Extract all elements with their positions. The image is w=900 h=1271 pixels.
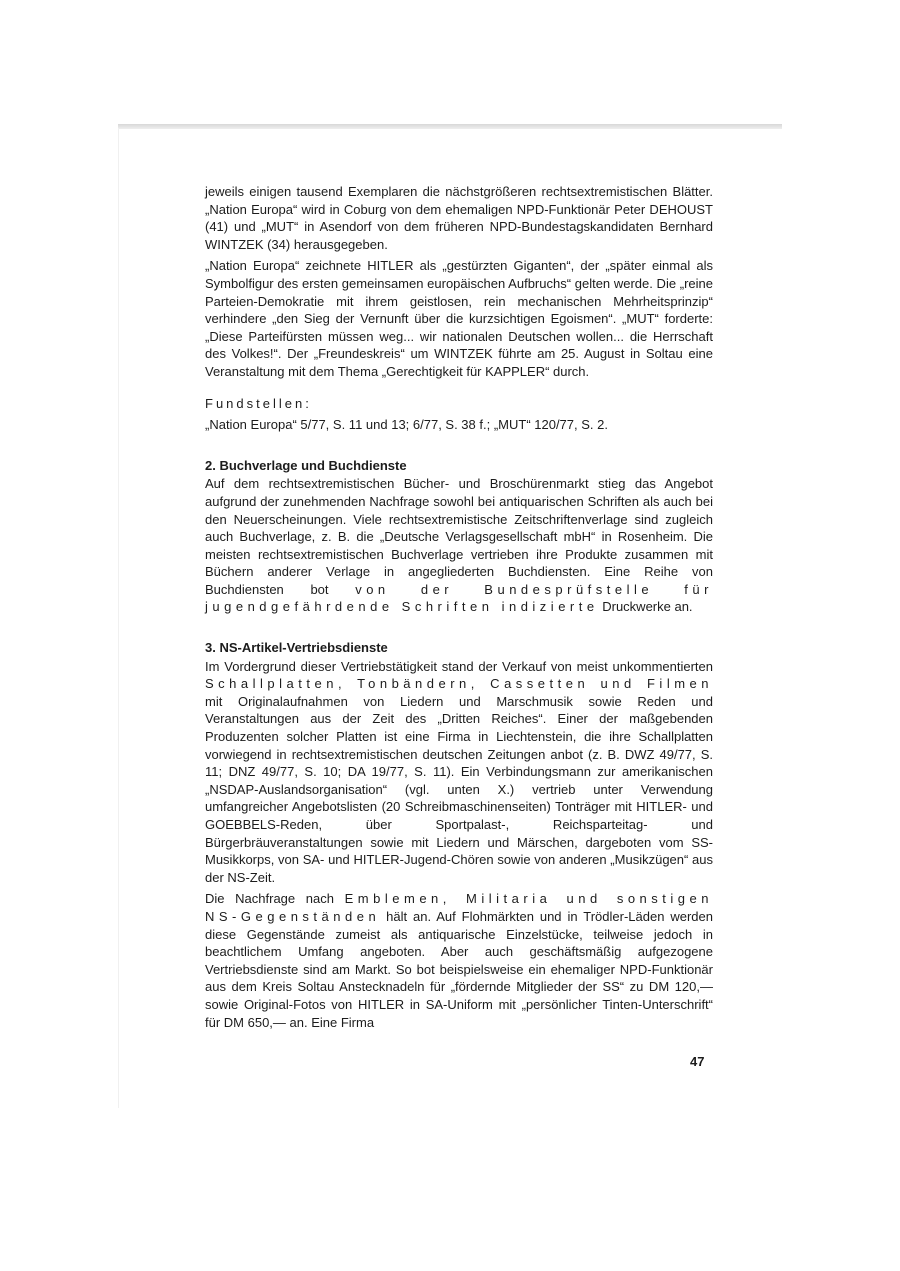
section-3-heading: 3. NS-Artikel-Vertriebsdienste xyxy=(205,640,388,656)
section-3-paragraph-2 xyxy=(205,890,713,1031)
section-3-p1-lead: Im Vordergrund dieser Vertriebstätigkeit stand der Verkauf von meist unkommentierten xyxy=(205,658,713,674)
section-2-spaced-emphasis: von der Bundesprüfstelle für jugendgefährdende Schriften indizierte xyxy=(205,581,713,615)
section-2-body-lead: Auf dem rechtsextremistischen Bücher- und Broschürenmarkt stieg das Angebot aufgrund der zunehmenden Nachfrage sowohl bei antiquarischen Schriften als auch bei den Neuerscheinungen. Viele rechtsextremistische Zeitschriftenverlage sind zugleich auch Buchverlage, z. B. die „Deutsche Verlagsgesellschaft mbH“ in Rosenheim. Die meisten rechtsextremistischen Buchverlage vertrieben ihre Produkte zusammen mit Büchern anderer Verlage in angegliederten Buchdiensten. Eine Reihe von Buchdiensten bot xyxy=(205,476,713,597)
section-2-body-tail: Druckwerke an. xyxy=(602,599,693,615)
document-text-column xyxy=(205,183,713,1031)
sources-text: „Nation Europa“ 5/77, S. 11 und 13; 6/77, S. 38 f.; „MUT“ 120/77, S. 2. xyxy=(205,417,608,433)
scan-page-edge-top xyxy=(118,124,782,129)
intro-paragraph-1: jeweils einigen tausend Exemplaren die nächstgrößeren rechtsextremistischen Blätter. „Nation Europa“ wird in Coburg von dem ehemaligen NPD-Funktionär Peter DEHOUST (41) und „MUT“ in Asendorf von dem früheren NPD-Bundestagskandidaten Bernhard WINTZEK (34) herausgegeben. xyxy=(205,184,713,252)
section-3-p1-tail: mit Originalaufnahmen von Liedern und Marschmusik sowie Reden und Veranstaltungen aus der Zeit des „Dritten Reiches“. Einer der maßgebenden Produzenten solcher Platten ist eine Firma in Liechtenstein, die ihre Schallplatten vorwiegend in rechtsextremistischen deutschen Zeitungen anbot (z. B. DWZ 49/77, S. 11; DNZ 49/77, S. 10; DA 19/77, S. 11). Ein Verbindungsmann zur amerikanischen „NSDAP-Auslandsorganisation“ (vgl. unten X.) vertrieb unter Verwendung umfangreicher Angebotslisten (20 Schreibmaschinenseiten) Tonträger mit HITLER- und GOEBBELS-Reden, über Sportpalast-, Reichsparteitag- und Bürgerbräuveranstaltungen sowie mit Liedern und Märschen, dargeboten vom SS-Musikkorps, von SA- und HITLER-Jugend-Chören sowie von anderen „Musikzügen“ aus der NS-Zeit. xyxy=(205,693,713,885)
section-3-p1-spaced-emphasis: Schallplatten, Tonbändern, Cassetten und Filmen xyxy=(205,676,713,692)
section-3-paragraph-1 xyxy=(205,658,713,887)
section-3-p2-lead: Die Nachfrage nach xyxy=(205,891,334,907)
section-3-p2-tail: hält an. Auf Flohmärkten und in Trödler-Läden werden diese Gegenstände zumeist als antiquarische Einzelstücke, teilweise jedoch in beachtlichem Umfang angeboten. Aber auch geschäftsmäßig aufgezogene Vertriebsdienste sind am Markt. So bot beispielsweise ein ehemaliger NPD-Funktionär aus dem Kreis Soltau Anstecknadeln für „fördernde Mitglieder der SS“ zu DM 120,— sowie Original-Fotos von HITLER in SA-Uniform mit „persönlicher Tinten-Unterschrift“ für DM 650,— an. Eine Firma xyxy=(205,908,713,1030)
section-2-paragraph xyxy=(205,475,713,616)
scan-page-edge-left xyxy=(118,128,119,1108)
section-2-heading: 2. Buchverlage und Buchdienste xyxy=(205,457,407,473)
sources-label: Fundstellen: xyxy=(205,395,312,411)
section-3-p2-spaced-emphasis: Emblemen, Militaria und sonstigen NS-Gegenständen xyxy=(205,891,713,924)
page-number: 47 xyxy=(690,1054,705,1069)
intro-paragraph-2: „Nation Europa“ zeichnete HITLER als „gestürzten Giganten“, der „später einmal als Symbolfigur des ersten gemeinsamen europäischen Aufbruchs“ gelten werde. Die „reine Parteien-Demokratie mit ihrem geistlosen, rein mechanischen Mehrheitsprinzip“ verhindere „den Sieg der Vernunft über die kurzsichtigen Egoismen“. „MUT“ forderte: „Diese Parteifürsten müssen weg... wir nationalen Deutschen wollen... die Herrschaft des Volkes!“. Der „Freundeskreis“ um WINTZEK führte am 25. August in Soltau eine Veranstaltung mit dem Thema „Gerechtigkeit für KAPPLER“ durch. xyxy=(205,258,713,379)
